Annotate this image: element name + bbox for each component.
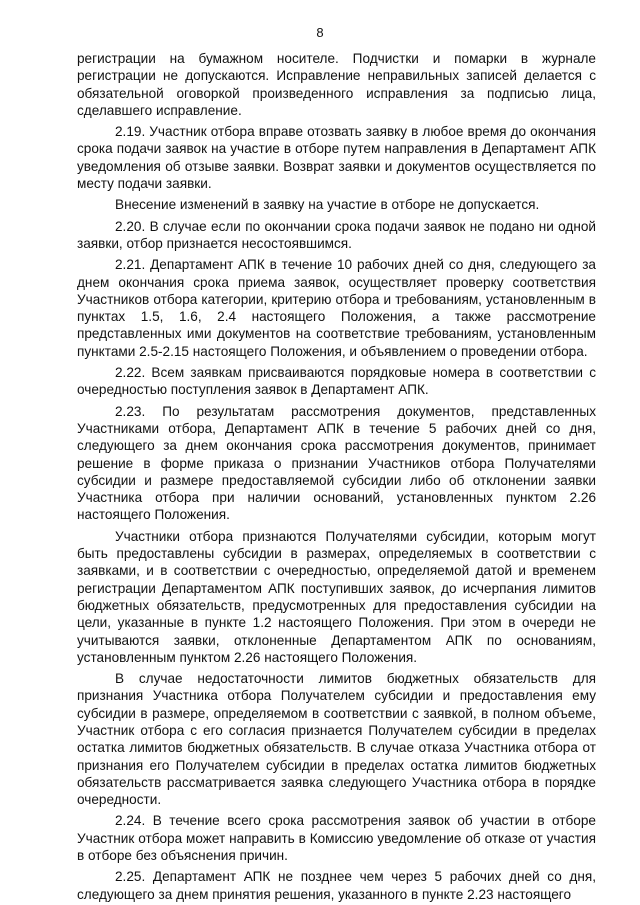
paragraph-2-22: 2.22. Всем заявкам присваиваются порядковые номера в соответствии с очередностью поступления заявок в Департамент АПК. (77, 365, 596, 398)
page-number: 8 (316, 25, 324, 40)
paragraph-registration-continuation: регистрации на бумажном носителе. Подчистки и помарки в журнале регистрации не допускаются. Исправление неправильных записей делается с обязательной оговоркой произведенного исправления за подписью лица, сделавшего исправление. (77, 51, 596, 118)
paragraph-2-21: 2.21. Департамент АПК в течение 10 рабочих дней со дня, следующего за днем окончания срока приема заявок, осуществляет проверку соответствия Участников отбора категории, критерию отбора и требованиям, установленным в пунктах 1.5, 1.6, 2.4 настоящего Положения, а также рассмотрение представленных ими документов на соответствие требованиям, установленным пунктами 2.5-2.15 настоящего Положения, и объявлением о проведении отбора. (77, 257, 596, 359)
paragraph-insufficient-limits: В случае недостаточности лимитов бюджетных обязательств для признания Участника отбора Получателем субсидии и предоставления ему субсидии в размере, определяемом в соответствии с заявкой, в полном объеме, Участник отбора с его согласия признается Получателем субсидии в пределах остатка лимитов бюджетных обязательств. В случае отказа Участника отбора от признания его Получателем субсидии в пределах остатка лимитов бюджетных обязательств рассматривается заявка следующего Участника отбора в порядке очередности. (77, 671, 596, 808)
paragraph-2-24: 2.24. В течение всего срока рассмотрения заявок об участии в отборе Участник отбора может направить в Комиссию уведомление об отказе от участия в отборе без объяснения причин. (77, 813, 596, 864)
paragraph-2-20: 2.20. В случае если по окончании срока подачи заявок не подано ни одной заявки, отбор признается несостоявшимся. (77, 218, 596, 251)
paragraph-recipients: Участники отбора признаются Получателями субсидии, которым могут быть предоставлены субсидии в размерах, определяемых в соответствии с заявками, и в соответствии с очередностью, определяемой датой и временем регистрации Департаментом АПК поступивших заявок, до исчерпания лимитов бюджетных обязательств, предусмотренных для предоставления субсидии на цели, указанные в пункте 1.2 настоящего Положения. При этом в очереди не учитываются заявки, отклоненные Департаментом АПК по основаниям, установленным пунктом 2.26 настоящего Положения. (77, 528, 596, 665)
paragraph-2-23: 2.23. По результатам рассмотрения документов, представленных Участниками отбора, Департамент АПК в течение 5 рабочих дней со дня, следующего за днем окончания срока рассмотрения документов, принимает решение в форме приказа о признании Участников отбора Получателями субсидии и размере предоставляемой субсидии либо об отклонении заявки Участника отбора при наличии оснований, установленных пунктом 2.26 настоящего Положения. (77, 403, 596, 523)
paragraph-no-changes: Внесение изменений в заявку на участие в отборе не допускается. (115, 197, 540, 213)
paragraph-2-25: 2.25. Департамент АПК не позднее чем через 5 рабочих дней со дня, следующего за днем принятия решения, указанного в пункте 2.23 настоящего (77, 869, 596, 902)
paragraph-2-19: 2.19. Участник отбора вправе отозвать заявку в любое время до окончания срока подачи заявок на участие в отборе путем направления в Департамент АПК уведомления об отзыве заявки. Возврат заявки и документов осуществляется по месту подачи заявки. (77, 124, 596, 192)
